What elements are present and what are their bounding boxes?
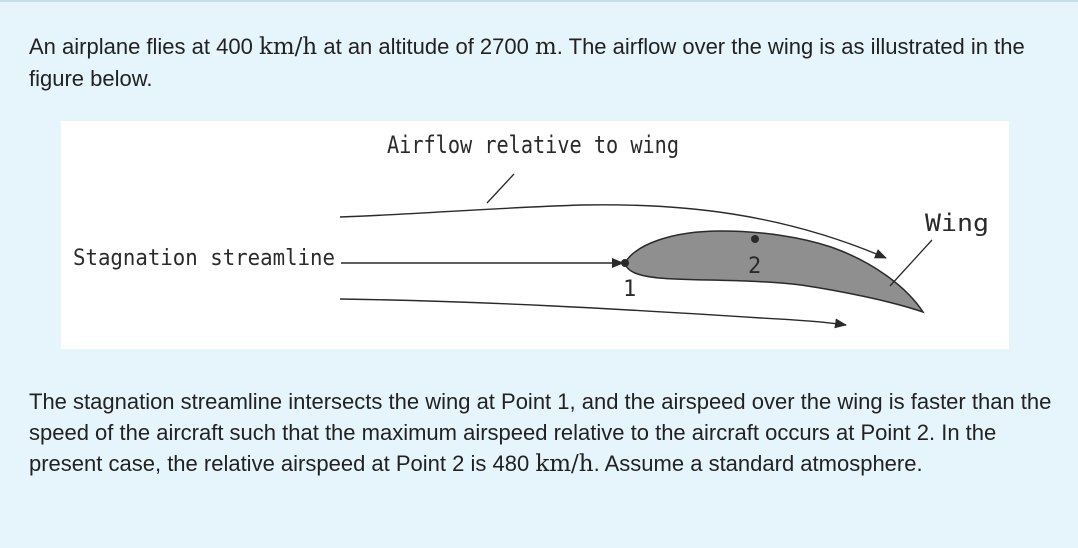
point2-speed-value: 480 — [492, 451, 536, 476]
point-2-label: 2 — [748, 254, 762, 279]
problem-description — [29, 386, 1059, 480]
stagnation-label: Stagnation streamline — [73, 246, 335, 271]
description-text-2: . Assume a standard atmosphere. — [593, 451, 923, 476]
airflow-label: Airflow relative to wing — [387, 131, 679, 159]
wing-leader-line — [890, 240, 932, 286]
altitude-unit-math: m — [534, 34, 557, 60]
point2-speed-unit-math: km/h — [535, 451, 594, 477]
top-divider — [0, 0, 1078, 2]
airflow-wing-figure — [61, 121, 1009, 349]
intro-text-3: . The airflow over the wing is as illustrated in the figure below. — [29, 34, 1025, 91]
wing-airfoil — [625, 231, 923, 312]
wing-label: Wing — [925, 209, 989, 237]
airflow-leader-line — [487, 174, 514, 203]
airflow-diagram — [61, 121, 1009, 349]
intro-text-2: at an altitude of 2700 — [317, 34, 535, 59]
point-2-marker — [751, 235, 759, 243]
speed-unit-math: km/h — [258, 34, 318, 60]
description-text-1: The stagnation streamline intersects the wing at Point 1, and the airspeed over the wing is faster than the speed of the aircraft such that the maximum airspeed relative to the aircraft occurs at Point 2. In the present case, the relative airspeed at Point 2 is — [29, 389, 1052, 476]
point-1-marker — [621, 259, 629, 267]
intro-text-1: An airplane flies at 400 — [29, 34, 259, 59]
point-1-label: 1 — [623, 277, 637, 302]
lower-streamline — [340, 299, 846, 325]
problem-intro — [29, 31, 1059, 94]
